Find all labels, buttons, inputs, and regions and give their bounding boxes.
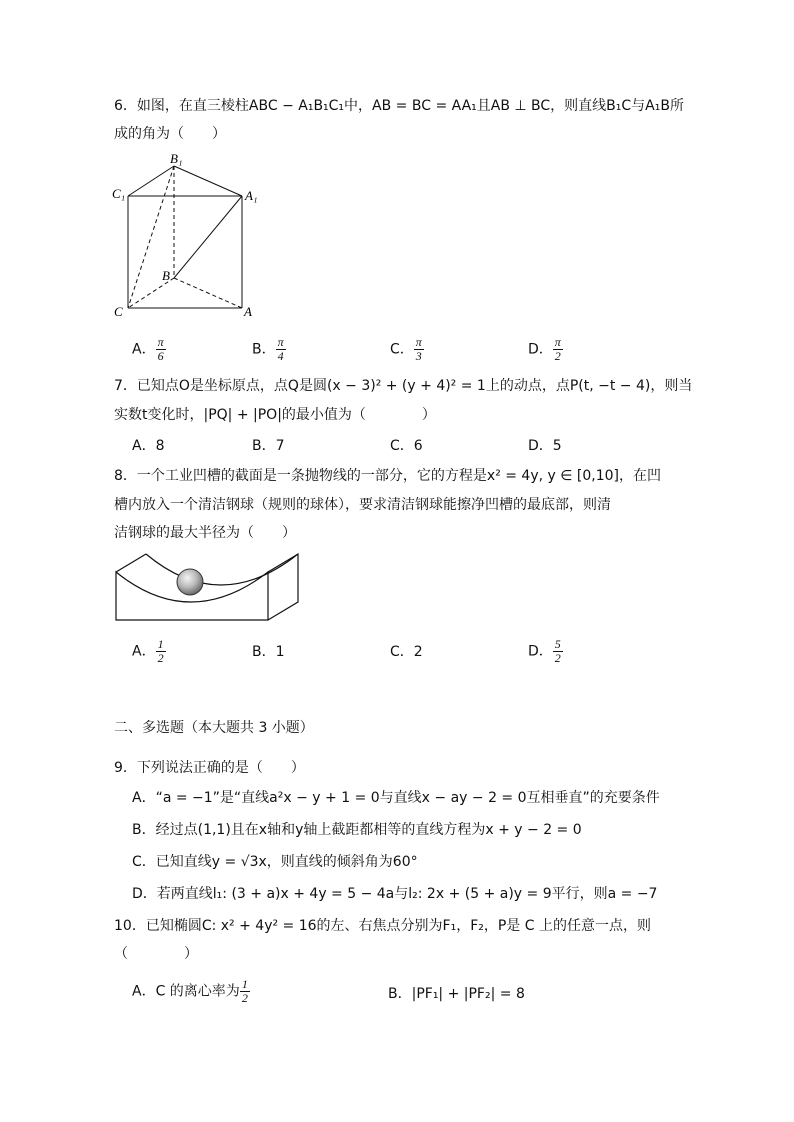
q10-option-b: B．|PF₁| + |PF₂| = 8 xyxy=(388,986,525,1002)
q8-option-c: C．2 xyxy=(390,644,423,660)
edge-c1-b1 xyxy=(128,166,174,196)
groove-left-top xyxy=(116,554,146,572)
edge-b-a-hidden xyxy=(174,278,242,308)
label-a: A xyxy=(244,304,252,319)
q9-option-d: D．若两直线l₁: (3 + a)x + 4y = 5 − 4a与l₂: 2x + (5 + a)y = 9平行，则a = −7 xyxy=(132,886,658,902)
q9-option-b: B．经过点(1,1)且在x轴和y轴上截距都相等的直线方程为x + y − 2 = 0 xyxy=(132,822,582,838)
q10-stem-line2: （ ） xyxy=(114,946,198,962)
prism-figure xyxy=(108,148,268,320)
q6-stem-line2: 成的角为（ ） xyxy=(114,126,226,142)
q9-option-a: A．“a = −1”是“直线a²x − y + 1 = 0与直线x − ay − 2 = 0互相垂直”的充要条件 xyxy=(132,790,660,806)
label-a1: A₁ xyxy=(245,188,258,203)
label-c1: C₁ xyxy=(112,186,126,201)
q8-stem-line3: 洁钢球的最大半径为（ ） xyxy=(114,525,296,541)
section-title: 二、多选题（本大题共 3 小题） xyxy=(114,720,314,736)
q6-option-b: B． $\frac{\pi}{4}$ xyxy=(252,335,284,363)
q7-option-c: C．6 xyxy=(390,438,423,454)
q6-stem-line1: 6．如图，在直三棱柱ABC − A₁B₁C₁中，AB = BC = AA₁且AB ⊥ BC，则直线B₁C与A₁B所 xyxy=(114,98,684,114)
q7-stem-line1: 7．已知点O是坐标原点，点Q是圆(x − 3)² + (y + 4)² = 1上的动点，点P(t, −t − 4)，则当 xyxy=(114,378,693,394)
q6-option-a: A． $\frac{\pi}{6}$ xyxy=(132,335,164,363)
groove-back-curve xyxy=(146,554,298,585)
label-b1: B₁ xyxy=(170,151,183,166)
segment-b1-c-hidden xyxy=(128,166,174,308)
q6-option-d: D． $\frac{\pi}{2}$ xyxy=(528,335,561,363)
steel-ball xyxy=(177,569,203,595)
q8-option-a: A． $\frac{1}{2}$ xyxy=(132,637,164,665)
q8-stem-line2: 槽内放入一个清洁钢球（规则的球体），要求清洁钢球能擦净凹槽的最底部，则清 xyxy=(114,497,611,513)
label-c: C xyxy=(114,304,123,319)
segment-a1-b xyxy=(174,196,242,278)
q6-option-c: C． $\frac{\pi}{3}$ xyxy=(390,335,422,363)
q7-option-a: A．8 xyxy=(132,438,165,454)
q10-stem-line1: 10．已知椭圆C: x² + 4y² = 16的左、右焦点分别为F₁，F₂，P是 C 上的任意一点，则 xyxy=(114,918,651,934)
q8-stem-line1: 8．一个工业凹槽的截面是一条抛物线的一部分，它的方程是x² = 4y, y ∈ [0,10]，在凹 xyxy=(114,468,662,484)
groove-figure xyxy=(112,550,312,624)
edge-b1-a1 xyxy=(174,166,242,196)
q7-option-b: B．7 xyxy=(252,438,285,454)
q8-option-d: D． $\frac{5}{2}$ xyxy=(528,637,561,665)
q8-option-b: B．1 xyxy=(252,644,285,660)
groove-right-side xyxy=(268,554,298,620)
q10-option-a: A．C 的离心率为 $\frac{1}{2}$ xyxy=(132,977,248,1005)
label-b: B xyxy=(162,268,170,283)
q7-stem-line2: 实数t变化时，|PQ| + |PO|的最小值为（ ） xyxy=(114,407,436,423)
q9-option-c: C．已知直线y = √3x，则直线的倾斜角为60° xyxy=(132,854,418,870)
q7-option-d: D．5 xyxy=(528,438,562,454)
q9-stem: 9．下列说法正确的是（ ） xyxy=(114,760,305,776)
